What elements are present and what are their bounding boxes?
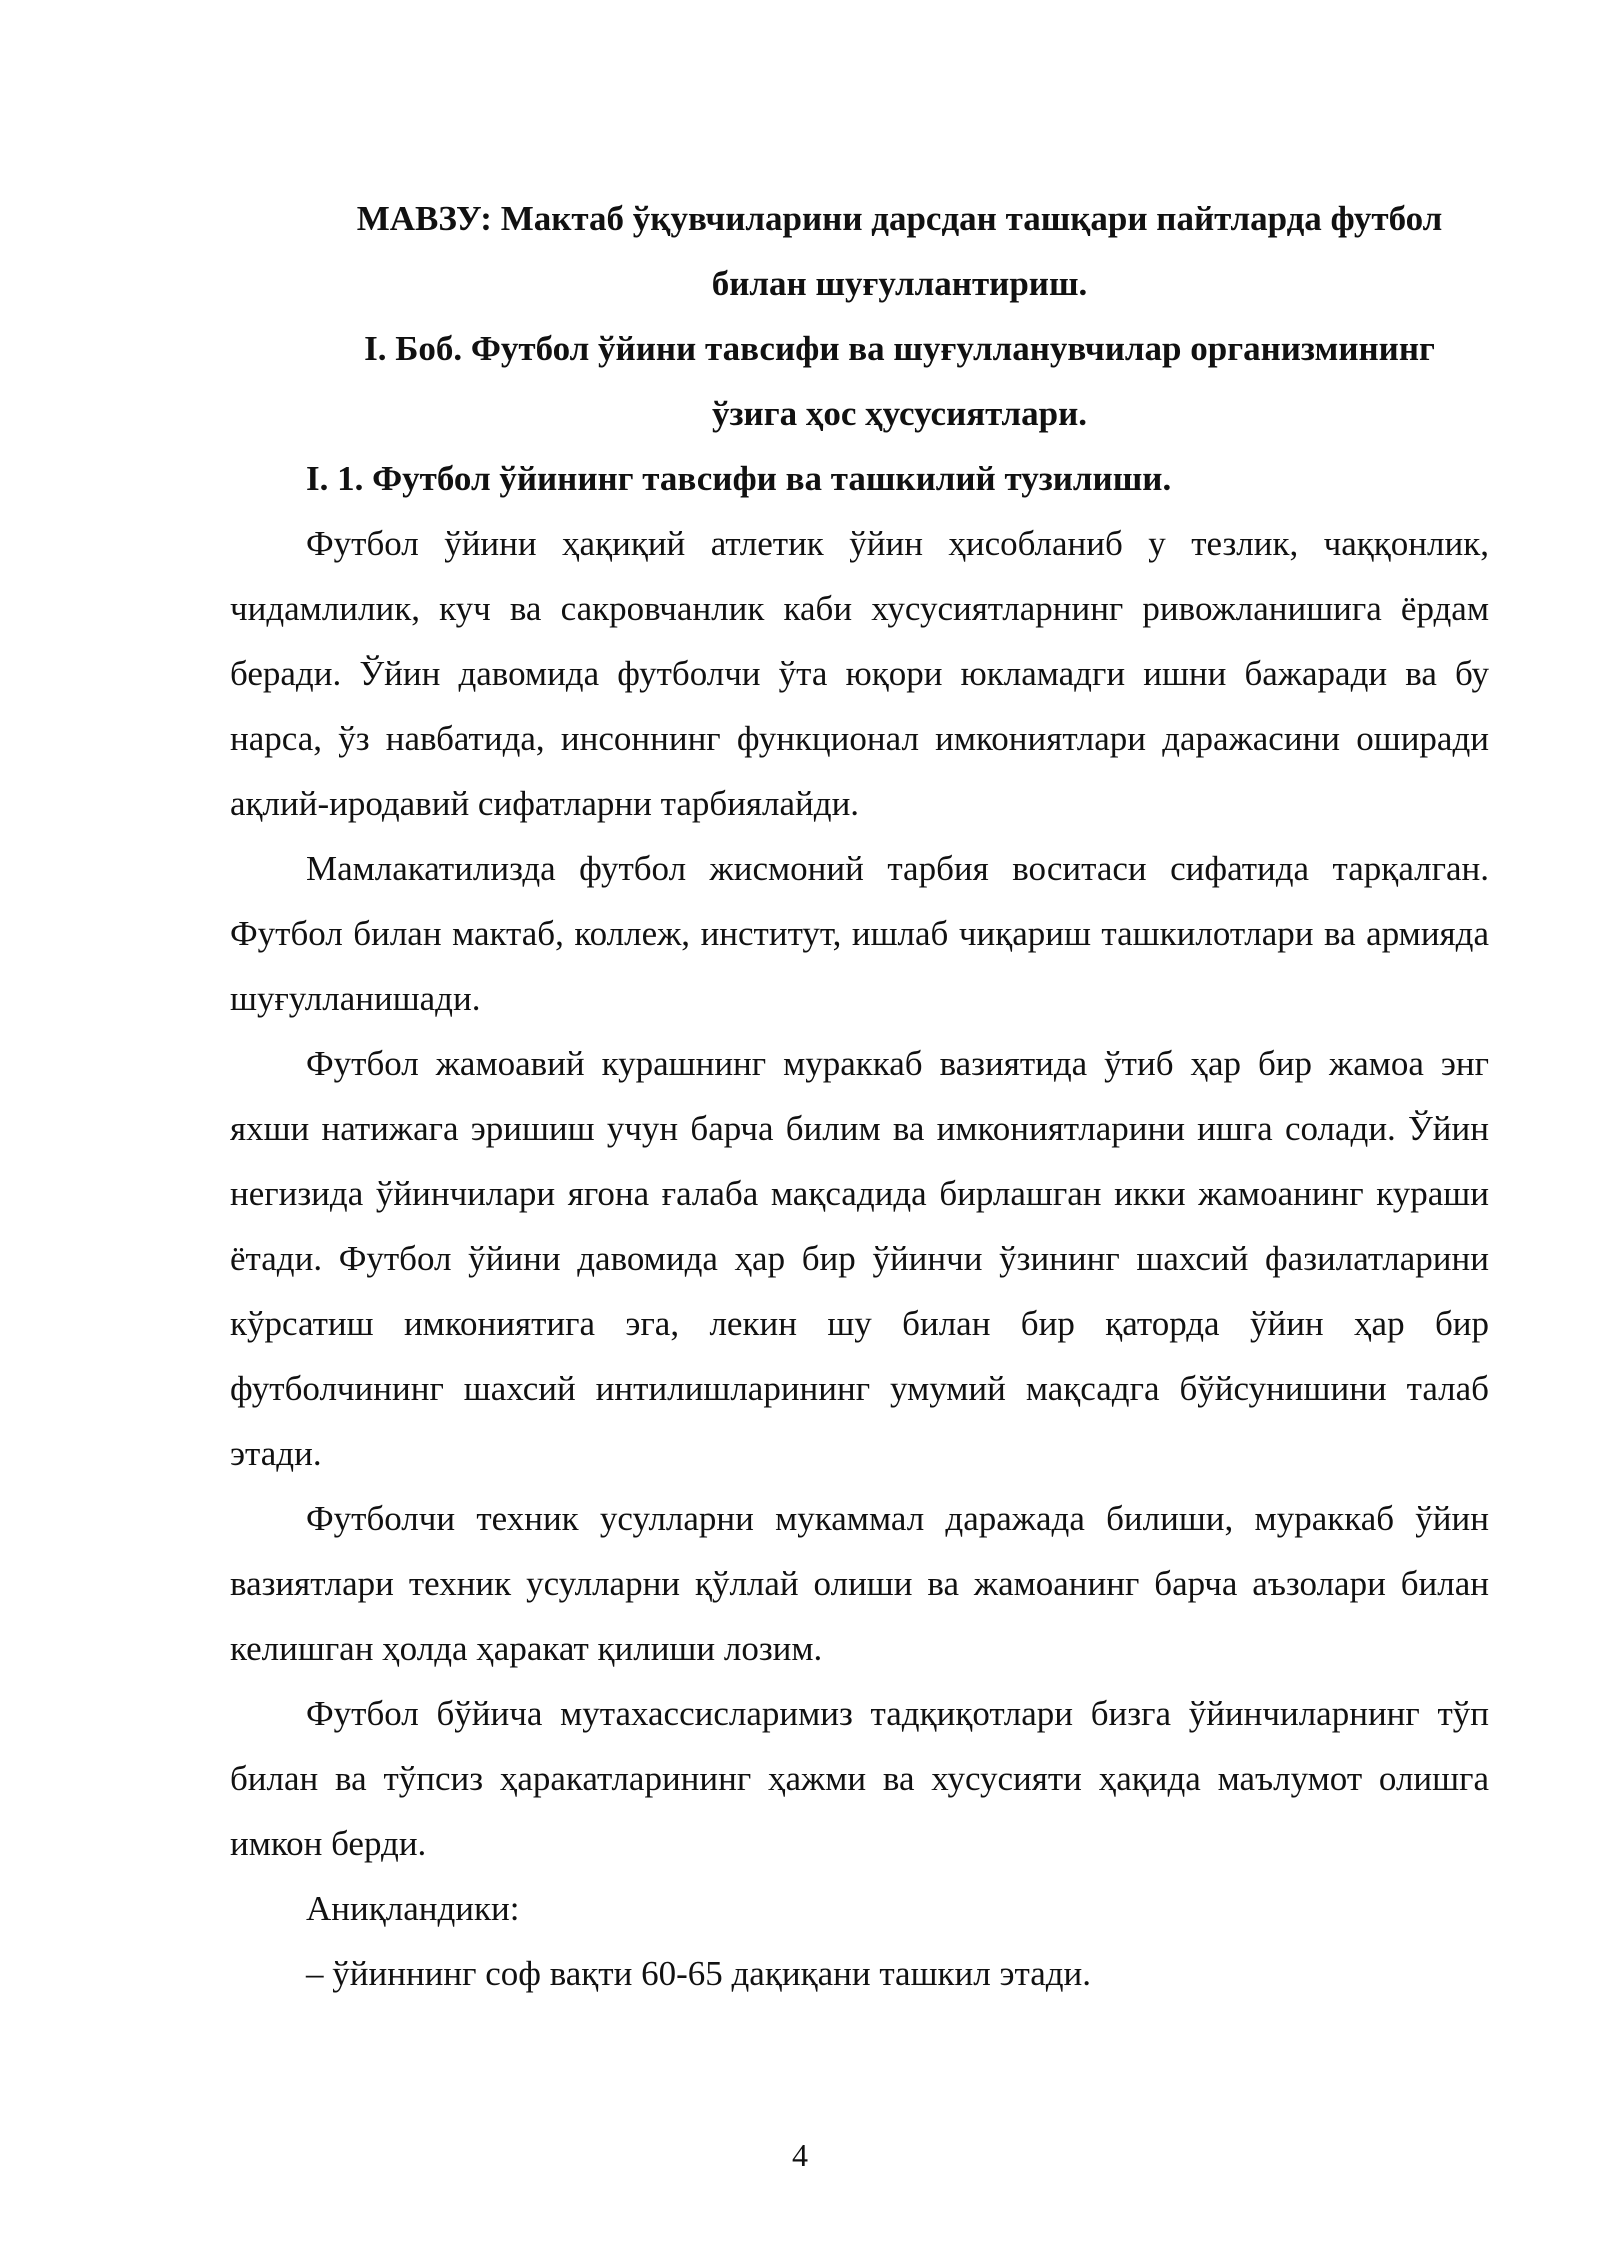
paragraph-1: Футбол ўйини ҳақиқий атлетик ўйин ҳисобланиб у тезлик, чаққонлик, чидамлилик, куч ва сакровчанлик каби хусусиятларнинг ривожланишига ёрдам беради. Ўйин давомида футболчи ўта юқори юкламадги ишни бажаради ва бу нарса, ўз навбатида, инсоннинг функционал имкониятлари даражасини оширади ақлий-иродавий сифатларни тарбиялайди.	[230, 524, 1489, 823]
page-title-line-1: МАВЗУ: Мактаб ўқувчиларини дарсдан ташқари пайтларда футбол	[356, 199, 1443, 238]
page-title-line-2: билан шуғуллантириш.	[711, 264, 1088, 303]
finding-list-item: – ўйиннинг соф вақти 60-65 дақиқани ташкил этади.	[306, 1954, 1092, 1993]
paragraph-2: Мамлакатилизда футбол жисмоний тарбия воситаси сифатида тарқалган. Футбол билан мактаб, коллеж, институт, ишлаб чиқариш ташкилотлари ва армияда шуғулланишади.	[230, 849, 1489, 1018]
chapter-heading-line-2: ўзига ҳос ҳусусиятлари.	[711, 394, 1088, 433]
finding-label: Аниқландики:	[306, 1889, 520, 1928]
section-heading: I. 1. Футбол ўйининг тавсифи ва ташкилий тузилиши.	[306, 459, 1172, 498]
paragraph-5: Футбол бўйича мутахассисларимиз тадқиқотлари бизга ўйинчиларнинг тўп билан ва тўпсиз ҳаракатларининг ҳажми ва хусусияти ҳақида маълумот олишга имкон берди.	[230, 1694, 1489, 1863]
chapter-heading-line-1: I. Боб. Футбол ўйини тавсифи ва шуғулланувчилар организмининг	[364, 329, 1435, 368]
paragraph-3: Футбол жамоавий курашнинг мураккаб вазиятида ўтиб ҳар бир жамоа энг яхши натижага эришиш учун барча билим ва имкониятларини ишга солади. Ўйин негизида ўйинчилари ягона ғалаба мақсадида бирлашган икки жамоанинг кураши ётади. Футбол ўйини давомида ҳар бир ўйинчи ўзининг шахсий фазилатларини кўрсатиш имкониятига эга, лекин шу билан бир қаторда ўйин ҳар бир футболчининг шахсий интилишларининг умумий мақсадга бўйсунишини талаб этади.	[230, 1044, 1489, 1473]
page-content	[230, 186, 1489, 2006]
paragraph-4: Футболчи техник усулларни мукаммал даражада билиши, мураккаб ўйин вазиятлари техник усулларни қўллай олиши ва жамоанинг барча аъзолари билан келишган ҳолда ҳаракат қилиши лозим.	[230, 1499, 1489, 1668]
page-number: 4	[792, 2137, 808, 2173]
